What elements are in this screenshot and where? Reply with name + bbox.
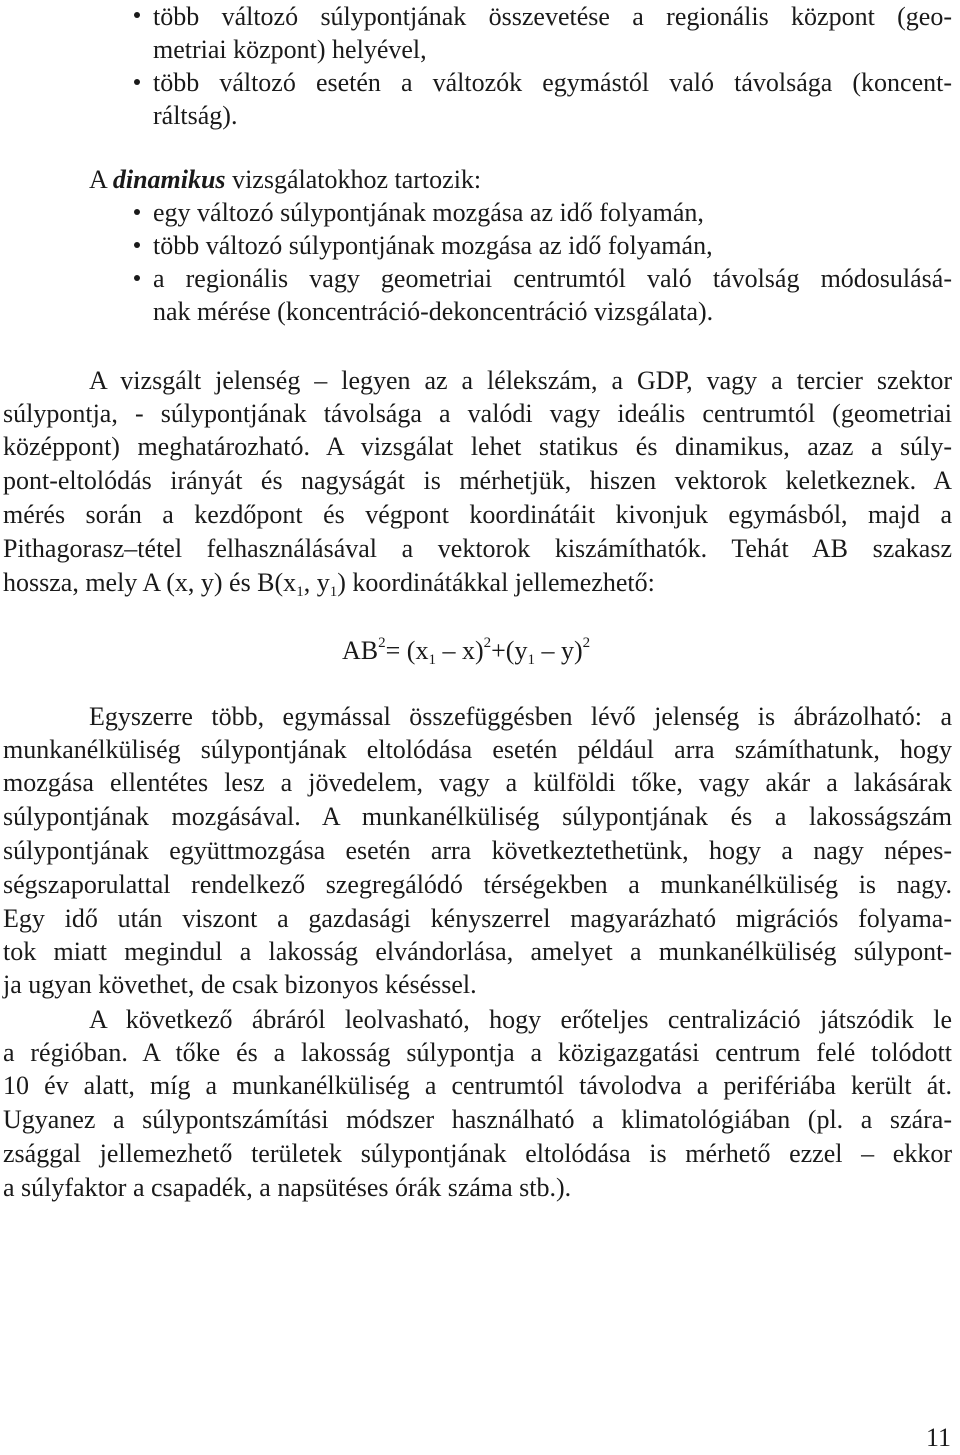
paragraph-line: mérés során a kezdőpont és végpont koordinátáit kivonjuk egymásból, majd a bbox=[3, 500, 952, 529]
paragraph-line: pont-eltolódás irányát és nagyságát is mérhetjük, hiszen vektorok keletkeznek. A bbox=[3, 466, 952, 495]
paragraph-line: zsággal jellemezhető területek súlypontjának eltolódása is mérhető ezzel – ekkor bbox=[3, 1139, 952, 1168]
paragraph-line: mozgása ellentétes lesz a jövedelem, vagy a külföldi tőke, vagy akár a lakásárak bbox=[3, 768, 952, 797]
list-item-line: ráltság). bbox=[153, 101, 238, 130]
list-item-line: több változó esetén a változók egymástól való távolsága (koncent- bbox=[153, 68, 952, 97]
paragraph-line: 10 év alatt, míg a munkanélküliség a centrumtól távolodva a perifériába került át. bbox=[3, 1071, 952, 1100]
paragraph-line: hossza, mely A (x, y) és $B(x_1$, $y_1$) koordinátákkal jellemezhető: bbox=[3, 568, 655, 600]
paragraph-line: munkanélküliség súlypontjának eltolódása esetén például arra számíthatunk, hogy bbox=[3, 735, 952, 764]
paragraph-line: a súlyfaktor a csapadék, a napsütéses órák száma stb.). bbox=[3, 1173, 572, 1202]
paragraph-line: tok miatt megindul a lakosság elvándorlása, amelyet a munkanélküliség súlypont- bbox=[3, 937, 952, 966]
list-item-line: nak mérése (koncentráció-dekoncentráció vizsgálata). bbox=[153, 297, 714, 326]
distance-formula: $AB^2= (x_1 - x)^2+(y_1 - y)^2$ bbox=[342, 635, 591, 668]
paragraph-line: Ugyanez a súlypontszámítási módszer használható a klimatológiában (pl. a szára- bbox=[3, 1105, 952, 1134]
paragraph-line: Egy idő után viszont a gazdasági kényszerrel magyarázható migrációs folyama- bbox=[3, 904, 952, 933]
list-item-line: több változó súlypontjának mozgása az idő folyamán, bbox=[153, 231, 713, 260]
bullet-icon bbox=[134, 209, 140, 215]
bullet-icon bbox=[134, 275, 140, 281]
paragraph-line: súlypontjának együttmozgása esetén arra következtethetünk, hogy a nagy népes- bbox=[3, 836, 952, 865]
list-item-line: egy változó súlypontjának mozgása az idő folyamán, bbox=[153, 198, 704, 227]
dynamic-intro: A dinamikus vizsgálatokhoz tartozik: bbox=[89, 165, 482, 194]
emphasis-text: dinamikus bbox=[112, 165, 226, 194]
paragraph-line: a régióban. A tőke és a lakosság súlypontja a közigazgatási centrum felé tolódott bbox=[3, 1038, 952, 1067]
page-number: 11 bbox=[926, 1423, 952, 1452]
list-item-line: metriai központ) helyével, bbox=[153, 35, 427, 64]
paragraph-line: súlypontjának mozgásával. A munkanélküliség súlypontjának és a lakosságszám bbox=[3, 802, 952, 831]
bullet-icon bbox=[134, 242, 140, 248]
paragraph-line: ségszaporulattal rendelkező szegregálódó térségekben a munkanélküliség is nagy. bbox=[3, 870, 952, 899]
paragraph-line: A következő ábráról leolvasható, hogy erőteljes centralizáció játszódik le bbox=[89, 1005, 952, 1034]
paragraph-line: A vizsgált jelenség – legyen az a lélekszám, a GDP, vagy a tercier szektor bbox=[89, 366, 952, 395]
paragraph-line: súlypontja, - súlypontjának távolsága a valódi vagy ideális centrumtól (geometriai bbox=[3, 399, 952, 428]
bullet-icon bbox=[134, 79, 140, 85]
paragraph-line: középpont) meghatározható. A vizsgálat lehet statikus és dinamikus, azaz a súly- bbox=[3, 432, 952, 461]
paragraph-line: Pithagorasz–tétel felhasználásával a vektorok kiszámíthatók. Tehát AB szakasz bbox=[3, 534, 952, 563]
list-item-line: több változó súlypontjának összevetése a regionális központ (geo- bbox=[153, 2, 952, 31]
list-item-line: a regionális vagy geometriai centrumtól való távolság módosulásá- bbox=[153, 264, 952, 293]
paragraph-line: ja ugyan követhet, de csak bizonyos késéssel. bbox=[3, 970, 477, 999]
paragraph-line: Egyszerre több, egymással összefüggésben lévő jelenség is ábrázolható: a bbox=[89, 702, 952, 731]
bullet-icon bbox=[134, 12, 140, 18]
